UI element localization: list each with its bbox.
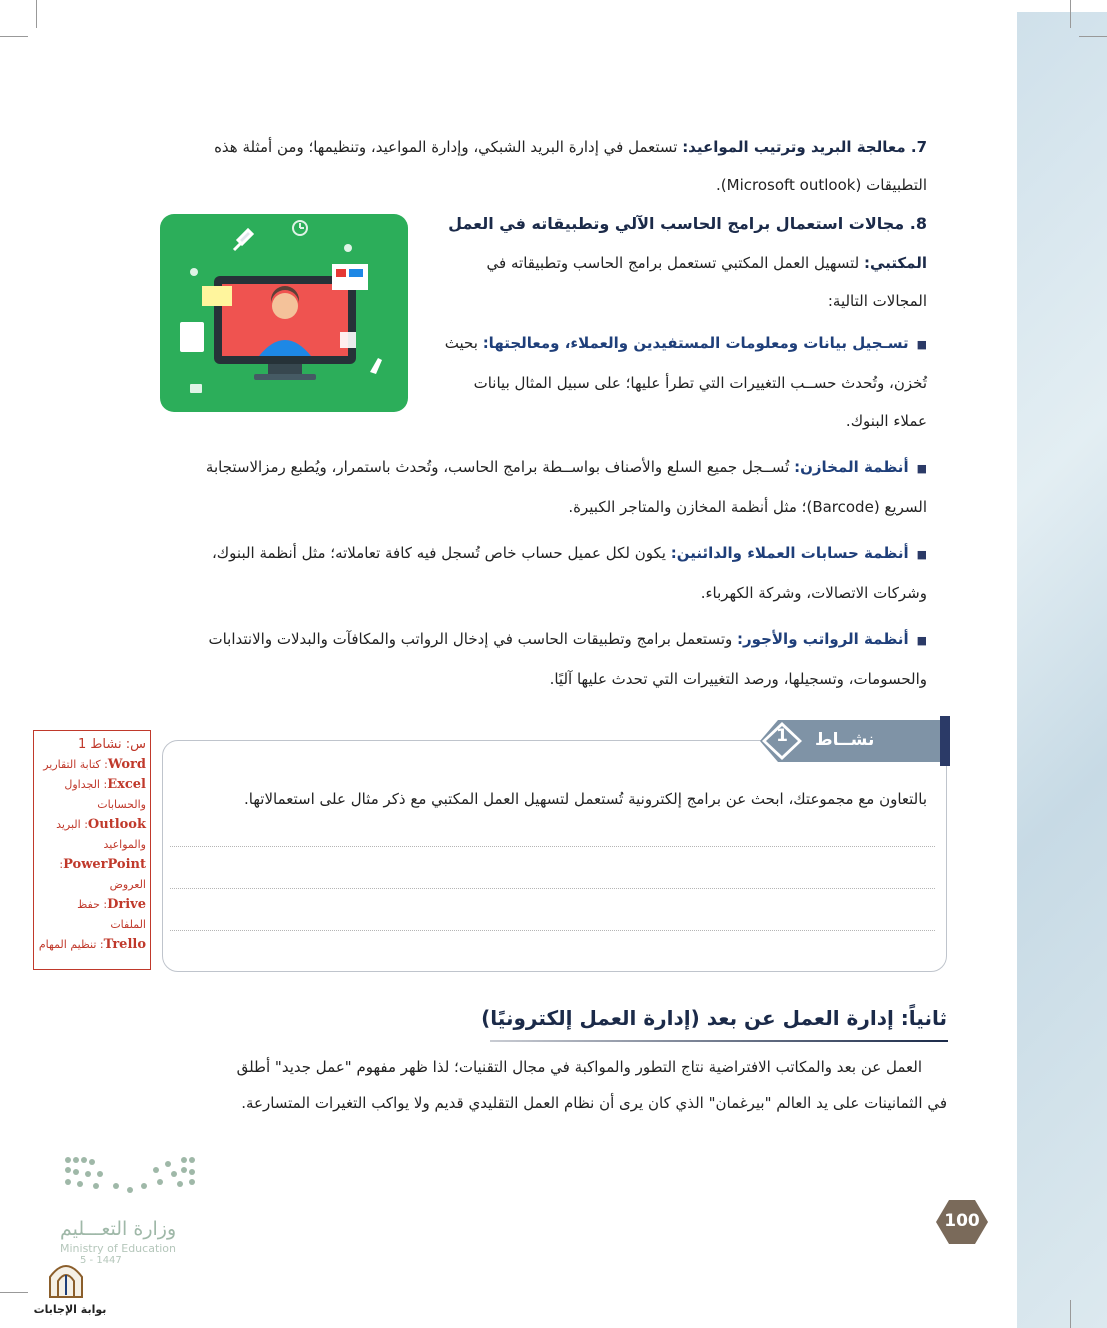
activity-instruction: بالتعاون مع مجموعتك، ابحث عن برامج إلكترونية تُستعمل لتسهيل العمل المكتبي مع ذكر مثال على استعمالاتها. [244, 790, 927, 808]
section2-underline [490, 1040, 948, 1042]
notes-header: س: نشاط 1 [78, 737, 146, 752]
ministry-year: 5 - 1447 [80, 1255, 122, 1266]
note-excel-ar: : الجداول [64, 778, 108, 791]
section2-title: ثانياً: إدارة العمل عن بعد (إدارة العمل إلكترونيًا) [481, 1006, 947, 1030]
item8-text: لتسهيل العمل المكتبي تستعمل برامج الحاسب وتطبيقاته في [486, 254, 865, 272]
note-ppt-en: PowerPoint [63, 857, 146, 872]
bullet-square-icon: ■ [916, 634, 927, 647]
note-ppt-ar2: العروض [109, 878, 146, 891]
ministry-name-en: Ministry of Education [60, 1242, 177, 1255]
item7-line1 [214, 138, 927, 156]
page-number: 100 [944, 1211, 980, 1231]
note-outlook-ar: : البريد [56, 818, 88, 831]
note-ppt [34, 855, 150, 875]
bullet-data-registration [445, 334, 927, 352]
note-drive [34, 895, 150, 915]
answer-line [170, 930, 935, 931]
item8-title-cont: المكتبي: [864, 254, 927, 272]
item8-line3: المجالات التالية: [827, 292, 927, 310]
activity-number: 1 [776, 726, 788, 746]
section2-line1: العمل عن بعد والمكاتب الافتراضية نتاج التطور والمواكبة في مجال التقنيات؛ لذا ظهر مفهوم "عمل جديد" أطلق [236, 1058, 922, 1076]
brand-dome-icon [44, 1255, 88, 1299]
bullet1-line3: عملاء البنوك. [845, 412, 927, 430]
item8-line2 [487, 254, 927, 272]
note-outlook-ar2: والمواعيد [103, 838, 146, 851]
item7-text: تستعمل في إدارة البريد الشبكي، وإدارة المواعيد، وتنظيمها؛ ومن أمثلة هذه [214, 138, 683, 156]
note-drive-ar: : حفظ [77, 898, 108, 911]
activity-label: نشــاط [815, 730, 875, 750]
bullet-square-icon: ■ [916, 462, 927, 475]
note-drive-en: Drive [107, 897, 146, 912]
crop-mark [1070, 1300, 1071, 1328]
office-computer-illustration [160, 214, 408, 412]
note-outlook [34, 815, 150, 835]
crop-mark [36, 0, 37, 28]
note-word [34, 755, 150, 775]
bullet4-head: أنظمة الرواتب والأجور: [737, 630, 909, 648]
note-outlook-en: Outlook [87, 817, 146, 832]
bullet2-head: أنظمة المخازن: [794, 458, 909, 476]
bullet3-head: أنظمة حسابات العملاء والدائنين: [670, 544, 909, 562]
answer-line [170, 846, 935, 847]
ministry-dots-icon [60, 1150, 210, 1210]
brand-logo [30, 1255, 110, 1325]
computer-user-icon [160, 214, 408, 412]
bullet4-text: وتستعمل برامج وتطبيقات الحاسب في إدخال الرواتب والمكافآت والبدلات والانتدابات [208, 630, 738, 648]
bullet4-line2: والحسومات، وتسجيلها، ورصد التغييرات التي تحدث عليها آليًا. [549, 670, 927, 688]
crop-mark [0, 36, 28, 37]
item8-title-text: 8. مجالات استعمال برامج الحاسب الآلي وتطبيقاته في العمل [448, 214, 927, 233]
bullet-inventory [206, 458, 927, 476]
decorative-side-band [1017, 12, 1107, 1328]
crop-mark [1079, 36, 1107, 37]
bullet-square-icon: ■ [916, 338, 927, 351]
item8-title [448, 214, 927, 233]
bullet1-line2: تُخزن، وتُحدث حســب التغييرات التي تطرأ عليها؛ على سبيل المثال بيانات [473, 374, 927, 392]
note-excel [34, 775, 150, 795]
note-trello [34, 935, 150, 955]
section2-line2: في الثمانينات على يد العالم "بيرغمان" الذي كان يرى أن نظام العمل التقليدي قديم ولا يواكب التغيرات المتسارعة. [241, 1094, 947, 1112]
crop-mark [1070, 0, 1071, 28]
note-excel-en: Excel [107, 777, 146, 792]
answer-notes-box [33, 730, 151, 970]
note-drive-ar2: الملفات [110, 918, 146, 931]
note-trello-ar: : تنظيم المهام [38, 938, 104, 951]
brand-name: بوابة الإجابات [33, 1303, 107, 1316]
note-excel-ar2: والحسابات [97, 798, 146, 811]
bullet2-line2: السريع (Barcode)؛ مثل أنظمة المخازن والمتاجر الكبيرة. [568, 498, 927, 516]
note-word-ar: : كتابة التقارير [43, 758, 108, 771]
bullet-square-icon: ■ [916, 548, 927, 561]
crop-mark [0, 1292, 28, 1293]
note-word-en: Word [107, 757, 146, 772]
answer-line [170, 888, 935, 889]
bullet2-text: تُســجل جميع السلع والأصناف بواســطة برامج الحاسب، وتُحدث باستمرار، ويُطبع رمزالاستجابة [205, 458, 795, 476]
note-ppt-ar: : [59, 858, 64, 871]
bullet3-line2: وشركات الاتصالات، وشركة الكهرباء. [700, 584, 927, 602]
bullet-accounts [212, 544, 927, 562]
bullet1-head: تسـجيل بيانات ومعلومات المستفيدين والعملاء، ومعالجتها: [482, 334, 909, 352]
note-trello-en: Trello [103, 937, 146, 952]
bullet-payroll [208, 630, 927, 648]
ministry-name-ar: وزارة التعـــليم [60, 1218, 177, 1240]
activity-box [162, 740, 947, 972]
bullet3-text: يكون لكل عميل حساب خاص تُسجل فيه كافة تعاملاته؛ مثل أنظمة البنوك، [211, 544, 671, 562]
bullet1-text: بحيث [444, 334, 483, 352]
item7-line2: التطبيقات (Microsoft outlook). [716, 176, 927, 194]
item7-title: 7. معالجة البريد وترتيب المواعيد: [682, 138, 927, 156]
